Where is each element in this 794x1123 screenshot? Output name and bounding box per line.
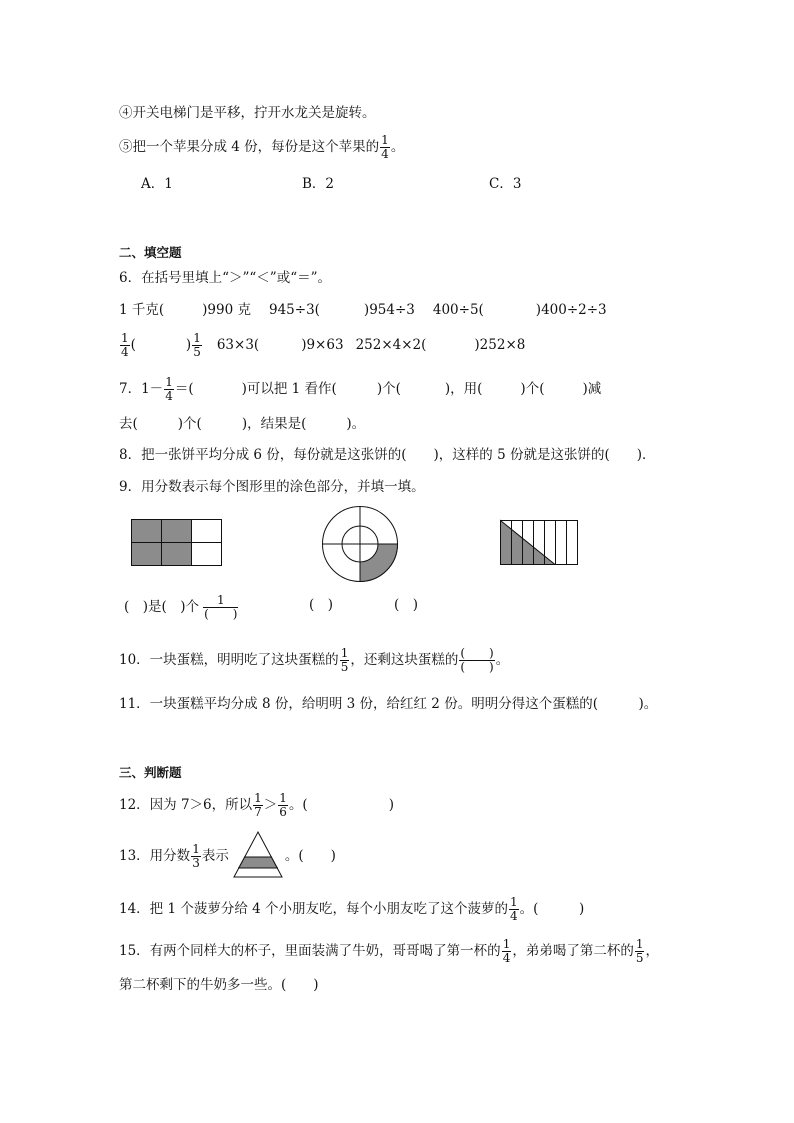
q9-answer-fraction: $\frac{1}{( )}$ xyxy=(204,593,238,621)
q5-item4: ④开关电梯门是平移，拧开水龙关是旋转。 xyxy=(119,105,376,121)
q5-item5: ⑤把一个苹果分成 4 份，每份是这个苹果的 $\frac{1}{4}$ 。 xyxy=(119,133,405,161)
q11: 11．一块蛋糕平均分成 8 份，给明明 3 份，给红红 2 份。明明分得这个蛋糕的( )。 xyxy=(119,696,658,712)
q5-option-b[interactable]: B．2 xyxy=(302,176,335,192)
q12-fraction-1: $\frac{1}{7}$ xyxy=(254,791,262,819)
q10: 10．一块蛋糕，明明吃了这块蛋糕的 $\frac{1}{5}$ ，还剩这块蛋糕的 $\frac{( )}{( )}$ 。 xyxy=(119,646,510,674)
q12: 12．因为 7＞6，所以 $\frac{1}{7}$ ＞ $\frac{1}{6}$ 。( ) xyxy=(119,791,394,819)
q14-fraction: $\frac{1}{4}$ xyxy=(510,895,518,923)
q6-fraction-1: $\frac{1}{4}$ xyxy=(121,331,129,359)
q15-fraction-1: $\frac{1}{4}$ xyxy=(502,937,511,965)
q9-answer-3: ( ) xyxy=(394,597,419,613)
q9-answer-2: ( ) xyxy=(309,597,334,613)
q8: 8．把一张饼平均分成 6 份，每份就是这张饼的( )，这样的 5 份就是这张饼的( )． xyxy=(119,447,656,463)
q5-option-c[interactable]: C．3 xyxy=(489,176,522,192)
q9-figure-stripes xyxy=(500,520,578,566)
q6-stem: 6．在括号里填上“＞”“＜”或“＝”。 xyxy=(119,270,331,286)
q5-fraction: $\frac{1}{4}$ xyxy=(381,133,389,161)
q5-option-a[interactable]: A．1 xyxy=(141,176,173,192)
q9-stem: 9．用分数表示每个图形里的涂色部分，并填一填。 xyxy=(119,479,425,495)
q13-triangle-figure xyxy=(233,831,283,878)
q7-line1: 7．1－ $\frac{1}{4}$ ＝( )可以把 1 看作( )个( )，用( )个( )减 xyxy=(119,375,602,403)
q6-fraction-2: $\frac{1}{5}$ xyxy=(193,331,201,359)
q14: 14．把 1 个菠萝分给 4 个小朋友吃，每个小朋友吃了这个菠萝的 $\frac{1}{4}$ 。( ) xyxy=(119,895,585,923)
section-2-title: 二、填空题 xyxy=(119,245,182,260)
section-3-title: 三、判断题 xyxy=(119,765,182,780)
q6-row2: $\frac{1}{4}$ ( ) $\frac{1}{5}$ 63×3( )9×63 252×4×2( )252×8 xyxy=(121,331,526,359)
q7-line2: 去( )个( )，结果是( )。 xyxy=(119,416,366,432)
q10-fraction: $\frac{1}{5}$ xyxy=(340,646,349,674)
q15-line1: 15．有两个同样大的杯子，里面装满了牛奶，哥哥喝了第一杯的 $\frac{1}{4}$ ，弟弟喝了第二杯的 $\frac{1}{5}$ ， xyxy=(119,937,659,965)
q7-fraction: $\frac{1}{4}$ xyxy=(165,375,173,403)
q6-row1: 1 千克( )990 克 945÷3( )954÷3 400÷5( )400÷2÷3 xyxy=(119,302,607,318)
q13: 13．用分数 $\frac{1}{3}$ 表示 。( ) xyxy=(119,842,336,870)
q9-figure-circle xyxy=(321,505,399,583)
q10-blank-fraction: $\frac{( )}{( )}$ xyxy=(460,646,494,674)
q12-fraction-2: $\frac{1}{6}$ xyxy=(279,791,287,819)
q9-answer-1: ( )是( )个 $\frac{1}{( )}$ xyxy=(124,593,238,621)
q15-fraction-2: $\frac{1}{5}$ xyxy=(635,937,644,965)
q9-figure-rectangle xyxy=(131,519,223,567)
q5-item5-text: ⑤把一个苹果分成 4 份，每份是这个苹果的 xyxy=(119,139,380,155)
q13-fraction: $\frac{1}{3}$ xyxy=(192,842,200,870)
q15-line2: 第二杯剩下的牛奶多一些。( ) xyxy=(119,977,319,993)
